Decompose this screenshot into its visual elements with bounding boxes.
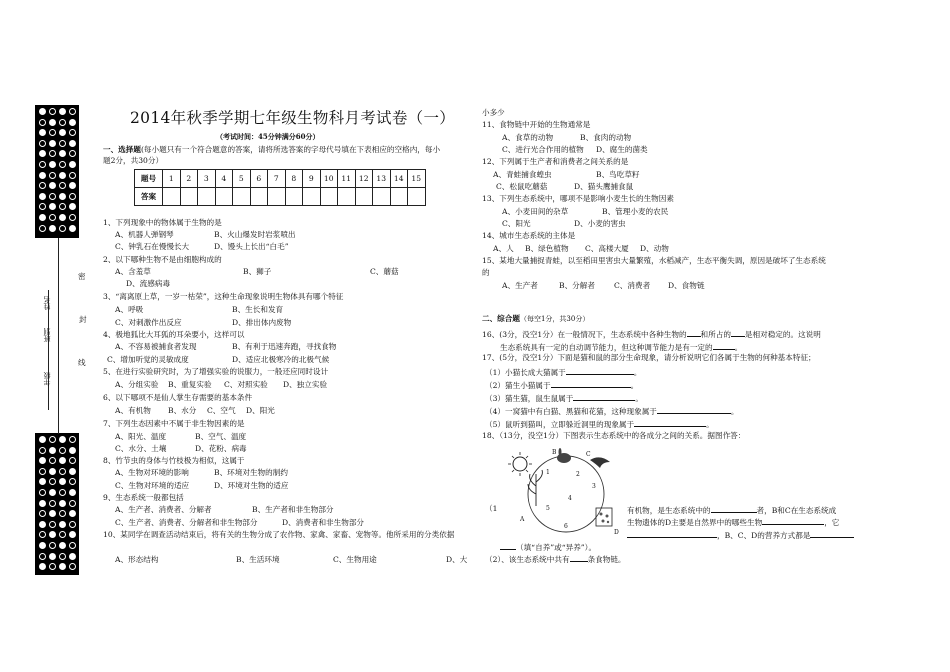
binding-dot	[69, 531, 76, 538]
q13-opt-a: A、小麦田间的杂草	[502, 207, 569, 216]
binding-dot	[49, 193, 56, 200]
q9-opt-c: C、生产者、消费者、分解者和非生物部分	[115, 518, 258, 527]
q10-stem: 10、某同学在调查活动结束后，将有关的生物分成了农作物、家禽、家畜、宠物等。他所采用的分类依据	[103, 530, 455, 539]
question-number: 8	[285, 170, 303, 188]
q18-blank-5[interactable]	[500, 541, 516, 550]
q7-opt-d: D、花粉、病毒	[195, 444, 247, 453]
binding-dot	[59, 214, 66, 221]
q1-opt-b: B、火山爆发时岩浆喷出	[214, 230, 296, 239]
q18-1-text-e: ，它	[824, 518, 840, 527]
binding-dot	[59, 510, 66, 517]
q15-stem-2: 的	[482, 268, 490, 277]
binding-dot	[49, 521, 56, 528]
answer-cell[interactable]	[180, 188, 198, 206]
page-subtitle: （考试时间：45分钟满分60分）	[216, 132, 320, 141]
q4-stem: 4、极地狐比大耳狐的耳朵要小，这样可以	[103, 330, 245, 339]
q17-blank-5[interactable]	[634, 418, 706, 427]
binding-dot	[39, 521, 46, 528]
q3-opt-a: A、呼吸	[115, 305, 144, 314]
q13-opt-b: B、管理小麦的农民	[602, 207, 669, 216]
ecosystem-diagram	[506, 446, 626, 541]
diagram-label-d: D	[614, 529, 619, 536]
q16-text-d: 生态系统具有一定的自动调节能力，但这种调节能力是有一定的	[500, 343, 713, 352]
answer-cell[interactable]	[303, 188, 321, 206]
q14-opt-b: B、绿色植物	[525, 244, 569, 253]
q4-opt-d: D、适应北极寒冷的北极气候	[232, 355, 330, 364]
q6-opt-b: B、水分	[168, 406, 197, 415]
q1-opt-a: A、机器人弹钢琴	[115, 230, 174, 239]
q4-opt-c: C、增加听觉的灵敏成度	[107, 355, 189, 364]
section2-heading: 二、综合题	[482, 314, 520, 323]
q4-opt-a: A、不容易被捕食者发现	[115, 342, 197, 351]
binding-dot	[69, 542, 76, 549]
binding-dot	[39, 214, 46, 221]
q16-line2	[500, 341, 742, 353]
q3-opt-d: D、排出体内废物	[232, 318, 292, 327]
q6-opt-d: D、阳光	[246, 406, 275, 415]
q12-opt-c: C、松鼠吃蘑菇	[496, 182, 548, 191]
question-number: 11	[338, 170, 356, 188]
binding-dot	[69, 225, 76, 232]
q18-1-text-b: 有机物，是生态系统中的	[627, 506, 711, 515]
decomposer-box	[596, 508, 612, 526]
q17-blank-4[interactable]	[657, 405, 731, 414]
q15-opt-c: C、消费者	[614, 281, 651, 290]
class-label: 班别	[43, 328, 51, 342]
question-number: 14	[390, 170, 408, 188]
q16-text-b: 和所占的	[700, 330, 731, 339]
q18-2-line	[485, 553, 626, 565]
q8-opt-b: B、环境对生物的制约	[214, 468, 288, 477]
q2-stem: 2、以下哪种生物不是由细胞构成的	[103, 255, 222, 264]
binding-dot	[49, 500, 56, 507]
q2-opt-b: B、狮子	[243, 267, 272, 276]
binding-dot	[69, 563, 76, 570]
binding-dot	[39, 129, 46, 136]
question-number: 5	[233, 170, 251, 188]
binding-dot	[49, 182, 56, 189]
answer-cell[interactable]	[285, 188, 303, 206]
binding-dot	[69, 500, 76, 507]
q16-text-a: 16、(3分，没空1分）在一般情况下，生态系统中各种生物的	[482, 330, 687, 339]
binding-dot	[59, 531, 66, 538]
sun-icon	[508, 452, 532, 476]
q18-blank-2[interactable]	[762, 516, 824, 525]
answer-cell[interactable]	[373, 188, 391, 206]
q1-opt-c: C、钟乳石在慢慢长大	[115, 242, 190, 251]
q7-opt-c: C、水分、土壤	[115, 444, 167, 453]
diagram-label-6: 6	[564, 523, 568, 530]
q11-opt-d: D、腐生的菌类	[596, 145, 648, 154]
binding-dot	[59, 500, 66, 507]
q15-opt-d: D、食物链	[668, 281, 705, 290]
q11-opt-b: B、食肉的动物	[580, 133, 632, 142]
q13-stem: 13、下列生态系统中，哪项不是影响小麦生长的生物因素	[482, 194, 674, 203]
binding-dot	[69, 468, 76, 475]
seal-char-3: 线	[78, 358, 86, 367]
binding-dot	[39, 468, 46, 475]
binding-dot	[39, 563, 46, 570]
q7-stem: 7、下列生态因素中不属于非生物因素的是	[103, 419, 245, 428]
q14-opt-a: A、人	[493, 244, 514, 253]
q10-tail: 小多少	[482, 108, 505, 117]
q18-stem: 18、（13分，没空1分）下图表示生态系统中的各成分之间的关系。据图作答：	[482, 431, 746, 440]
binding-line	[58, 238, 59, 434]
binding-dot	[49, 119, 56, 126]
question-number: 7	[268, 170, 286, 188]
diagram-label-a: A	[520, 516, 525, 523]
q17-blank-1[interactable]	[566, 366, 634, 375]
answer-table-number-row	[135, 170, 426, 188]
q18-1-text-c: 者，B和C在生态系统成	[756, 506, 837, 515]
binding-dot	[39, 150, 46, 157]
binding-dot	[59, 150, 66, 157]
diagram-label-1: 1	[546, 469, 550, 476]
binding-dot	[49, 436, 56, 443]
q18-1-line4	[500, 541, 596, 553]
q2-opt-c: C、蘑菇	[370, 267, 399, 276]
binding-dot	[49, 161, 56, 168]
binding-dot	[69, 478, 76, 485]
q17-item-2: （2）猫生小猫属于 。	[485, 381, 639, 390]
q10-opt-a: A、形态结构	[115, 555, 159, 564]
q18-1-line1	[627, 504, 836, 516]
binding-dot	[69, 129, 76, 136]
q18-blank-4[interactable]	[810, 529, 854, 538]
binding-dot	[59, 172, 66, 179]
binding-dot	[59, 203, 66, 210]
binding-dot	[59, 193, 66, 200]
q17-item-4-text: （4）一窝猫中有白猫、黑猫和花猫，这种现象属于	[485, 407, 657, 416]
binding-dot	[49, 447, 56, 454]
question-number: 15	[408, 170, 426, 188]
table-answer-label: 答案	[135, 188, 163, 206]
name-label: 姓名	[43, 296, 51, 310]
q7-opt-b: B、空气、温度	[195, 432, 247, 441]
q18-blank-3[interactable]	[627, 529, 717, 538]
binding-dot	[69, 436, 76, 443]
binding-dot	[59, 140, 66, 147]
binding-dot	[69, 214, 76, 221]
binding-dot	[49, 510, 56, 517]
q5-opt-c: C、对照实验	[224, 380, 268, 389]
binding-dot	[59, 161, 66, 168]
binding-dot	[69, 108, 76, 115]
question-number: 1	[163, 170, 181, 188]
diagram-label-c: C	[586, 451, 591, 458]
q14-opt-c: C、高楼大厦	[585, 244, 629, 253]
eagle-icon	[590, 457, 610, 468]
binding-dot	[49, 542, 56, 549]
q8-opt-c: C、生物对环境的适应	[115, 481, 190, 490]
binding-dot	[49, 108, 56, 115]
seal-char-1: 密	[78, 272, 86, 281]
section1-instruction-text: (每小题只有一个符合题意的答案，请将所选答案的字母代号填在下表相应的空格内，每小	[140, 145, 441, 154]
question-number: 3	[198, 170, 216, 188]
binding-dots-bottom	[35, 433, 79, 575]
binding-dot	[69, 140, 76, 147]
binding-dot	[39, 203, 46, 210]
diagram-label-4: 4	[568, 495, 572, 502]
answer-cell[interactable]	[233, 188, 251, 206]
binding-dot	[59, 447, 66, 454]
diagram-label-2: 2	[576, 471, 580, 478]
section2-note: （每空1分，共30分）	[519, 315, 590, 323]
q18-1-line2	[627, 516, 839, 528]
q8-opt-d: D、环境对生物的适应	[214, 481, 289, 490]
binding-dot	[69, 182, 76, 189]
binding-dot	[69, 510, 76, 517]
q15-opt-b: B、分解者	[559, 281, 595, 290]
question-number: 6	[250, 170, 268, 188]
binding-dot	[39, 193, 46, 200]
binding-dot	[49, 478, 56, 485]
binding-dot	[59, 542, 66, 549]
binding-dot	[49, 563, 56, 570]
binding-dot	[59, 182, 66, 189]
answer-cell[interactable]	[215, 188, 233, 206]
binding-dot	[49, 203, 56, 210]
binding-dot	[39, 108, 46, 115]
cycle-circle	[528, 456, 604, 532]
q17-item-1: （1）小猫长成大猫属于 。	[485, 368, 642, 377]
answer-cell[interactable]	[390, 188, 408, 206]
q17-stem: 17、(5分，没空1分）下面是猫和鼠的部分生命现象，请分析说明它们各属于生物的何种基本特征；	[482, 353, 816, 362]
answer-cell[interactable]	[355, 188, 373, 206]
question-number: 12	[355, 170, 373, 188]
answer-cell[interactable]	[250, 188, 268, 206]
q11-opt-a: A、食草的动物	[502, 133, 554, 142]
q7-opt-a: A、阳光、温度	[115, 432, 167, 441]
q11-opt-c: C、进行光合作用的植物	[502, 145, 584, 154]
q8-opt-a: A、生物对环境的影响	[115, 468, 189, 477]
q1-stem: 1、下列现象中的物体属于生物的是	[103, 218, 222, 227]
q11-stem: 11、食物链中开始的生物通常是	[482, 120, 591, 129]
q5-opt-d: D、独立实验	[283, 380, 328, 389]
section1-heading: 一、选择题	[103, 145, 141, 154]
q5-opt-a: A、分组实验	[115, 380, 159, 389]
binding-dot	[39, 436, 46, 443]
binding-dot	[39, 182, 46, 189]
q6-opt-c: C、空气	[207, 406, 236, 415]
q8-stem: 8、竹节虫的身体与竹枝极为相似，这属于	[103, 456, 245, 465]
q9-opt-a: A、生产者、消费者、分解者	[115, 505, 212, 514]
answer-cell[interactable]	[320, 188, 338, 206]
q12-opt-a: A、青蛙捕食蝗虫	[493, 170, 552, 179]
q18-2-text-a: （2）、该生态系统中共有	[485, 555, 570, 564]
binding-dot	[69, 172, 76, 179]
q9-stem: 9、生态系统一般都包括	[103, 493, 184, 502]
binding-dot	[59, 129, 66, 136]
section1-instruction	[103, 145, 440, 155]
binding-dot	[49, 457, 56, 464]
q17-item-1-text: （1）小猫长成大猫属于	[485, 368, 566, 377]
binding-dot	[69, 150, 76, 157]
q18-1-text-g: （填“自养”或“异养”）。	[516, 543, 597, 552]
q10-opt-c: C、生物用途	[333, 555, 377, 564]
binding-dot	[59, 436, 66, 443]
diagram-label-b: B	[552, 449, 557, 456]
q1-opt-d: D、馒头上长出“白毛”	[214, 242, 289, 251]
binding-dots-top	[35, 105, 79, 238]
q2-opt-d: D、流感病毒	[126, 279, 171, 288]
binding-dot	[49, 489, 56, 496]
q12-stem: 12、下列属于生产者和消费者之间关系的是	[482, 157, 629, 166]
q17-item-2-text: （2）猫生小猫属于	[485, 381, 551, 390]
q3-stem: 3、“离离原上草，一岁一枯荣”，这种生命现象说明生物体具有哪个特征	[103, 292, 344, 301]
q4-opt-b: B、有利于迅速奔跑，寻找食物	[232, 342, 337, 351]
answer-cell[interactable]	[268, 188, 286, 206]
binding-dot	[39, 478, 46, 485]
binding-dot	[69, 203, 76, 210]
binding-dot	[59, 553, 66, 560]
binding-dot	[59, 225, 66, 232]
binding-dot	[39, 489, 46, 496]
binding-dot	[59, 119, 66, 126]
binding-dot	[59, 457, 66, 464]
diagram-label-3: 3	[592, 483, 596, 490]
q12-opt-b: B、鸟吃草籽	[596, 170, 640, 179]
binding-dot	[39, 500, 46, 507]
binding-dot	[39, 542, 46, 549]
decomposer-icon	[600, 513, 610, 524]
binding-dot	[59, 521, 66, 528]
q13-opt-c: C、阳光	[502, 219, 531, 228]
binding-dot	[69, 489, 76, 496]
answer-cell[interactable]	[163, 188, 181, 206]
binding-dot	[39, 225, 46, 232]
q18-1-line3	[627, 529, 854, 541]
binding-dot	[39, 553, 46, 560]
q18-1-prefix: （1	[485, 504, 498, 513]
q13-opt-d: D、小麦的害虫	[574, 219, 626, 228]
q10-opt-b: B、生活环境	[236, 555, 280, 564]
q9-opt-b: B、生产者和非生物部分	[252, 505, 334, 514]
binding-dot	[59, 478, 66, 485]
binding-dot	[39, 119, 46, 126]
q3-opt-b: B、生长和发育	[232, 305, 284, 314]
binding-dot	[39, 510, 46, 517]
binding-dot	[59, 489, 66, 496]
q18-1-text-d: 生物遗体的D主要是自然界中的哪些生物	[627, 518, 763, 527]
q17-blank-3[interactable]	[573, 392, 635, 401]
answer-cell[interactable]	[408, 188, 426, 206]
q17-item-5: （5）鼠听到猫叫，立即躲近洞里的现象属于 。	[485, 420, 714, 429]
binding-dot	[49, 172, 56, 179]
q16-line1	[482, 328, 821, 340]
q9-opt-d: D、消费者和非生物部分	[282, 518, 365, 527]
binding-dot	[39, 140, 46, 147]
binding-dot	[49, 214, 56, 221]
q12-opt-d: D、猫头鹰捕食鼠	[574, 182, 634, 191]
grade-label: 年级	[43, 372, 51, 386]
binding-dot	[49, 140, 56, 147]
q17-item-4: （4）一窝猫中有白猫、黑猫和花猫，这种现象属于 。	[485, 407, 739, 416]
question-number: 9	[303, 170, 321, 188]
q10-opt-d: D、大	[446, 555, 468, 564]
plant-icon	[528, 470, 542, 506]
answer-cell[interactable]	[198, 188, 216, 206]
answer-table	[134, 169, 426, 206]
binding-dot	[49, 150, 56, 157]
table-header-label: 题号	[135, 170, 163, 188]
answer-cell[interactable]	[338, 188, 356, 206]
binding-dot	[69, 457, 76, 464]
diagram-label-5: 5	[546, 505, 550, 512]
q2-opt-a: A、含羞草	[115, 267, 151, 276]
q6-opt-a: A、有机物	[115, 406, 151, 415]
binding-dot	[39, 531, 46, 538]
binding-dot	[49, 553, 56, 560]
section1-instruction-2: 题2分，共30分）	[103, 156, 164, 165]
binding-dot	[59, 468, 66, 475]
q17-item-3: （3）猫生猫，鼠生鼠属于 。	[485, 394, 643, 403]
q17-blank-2[interactable]	[551, 379, 631, 388]
binding-dot	[69, 119, 76, 126]
q16-blank-2[interactable]	[731, 328, 745, 337]
q15-stem: 15、某地大量捕捉青蛙，以至稻田里害虫大量繁殖，水稻减产，生态平衡失调，原因是破坏了生态系统	[482, 256, 826, 265]
binding-dot	[69, 161, 76, 168]
binding-dot	[39, 447, 46, 454]
q17-item-5-text: （5）鼠听到猫叫，立即躲近洞里的现象属于	[485, 420, 635, 429]
answer-table-answer-row	[135, 188, 426, 206]
binding-dot	[69, 521, 76, 528]
rabbit-icon	[557, 448, 571, 463]
q16-text-e: 。	[734, 343, 743, 352]
q5-opt-b: B、重复实验	[168, 380, 212, 389]
binding-dot	[69, 193, 76, 200]
binding-dot	[69, 553, 76, 560]
binding-dot	[49, 468, 56, 475]
question-number: 4	[215, 170, 233, 188]
binding-dot	[39, 161, 46, 168]
binding-dot	[49, 531, 56, 538]
question-number: 10	[320, 170, 338, 188]
seal-char-2: 封	[79, 315, 87, 324]
q5-stem: 5、在进行实验研究时，为了增强实验的说服力，一般还应同时设计	[103, 367, 329, 376]
binding-dot	[69, 447, 76, 454]
q16-blank-3[interactable]	[713, 341, 735, 350]
question-number: 13	[373, 170, 391, 188]
section2-heading-line	[482, 314, 589, 324]
question-number: 2	[180, 170, 198, 188]
binding-dot	[39, 457, 46, 464]
q14-stem: 14、城市生态系统的主体是	[482, 231, 576, 240]
q15-opt-a: A、生产者	[502, 281, 538, 290]
page-title: 2014年秋季学期七年级生物科月考试卷（一）	[130, 109, 456, 127]
q16-blank-1[interactable]	[687, 328, 701, 337]
q17-item-3-text: （3）猫生猫，鼠生鼠属于	[485, 394, 574, 403]
binding-dot	[49, 129, 56, 136]
q16-text-c: 是相对稳定的。这说明	[744, 330, 821, 339]
q14-opt-d: D、动物	[640, 244, 669, 253]
q3-opt-c: C、对刺激作出反应	[115, 318, 182, 327]
binding-dot	[39, 172, 46, 179]
q18-blank-1[interactable]	[711, 504, 757, 513]
q18-2-text-b: 条食物链。	[587, 555, 626, 564]
q18-blank-6[interactable]	[570, 553, 588, 562]
q6-stem: 6、以下哪项不是仙人掌生存需要的基本条件	[103, 393, 253, 402]
binding-dot	[59, 108, 66, 115]
binding-dot	[59, 563, 66, 570]
q18-1-text-f: ，B、C、D的营养方式都是	[717, 531, 811, 540]
binding-dot	[49, 225, 56, 232]
